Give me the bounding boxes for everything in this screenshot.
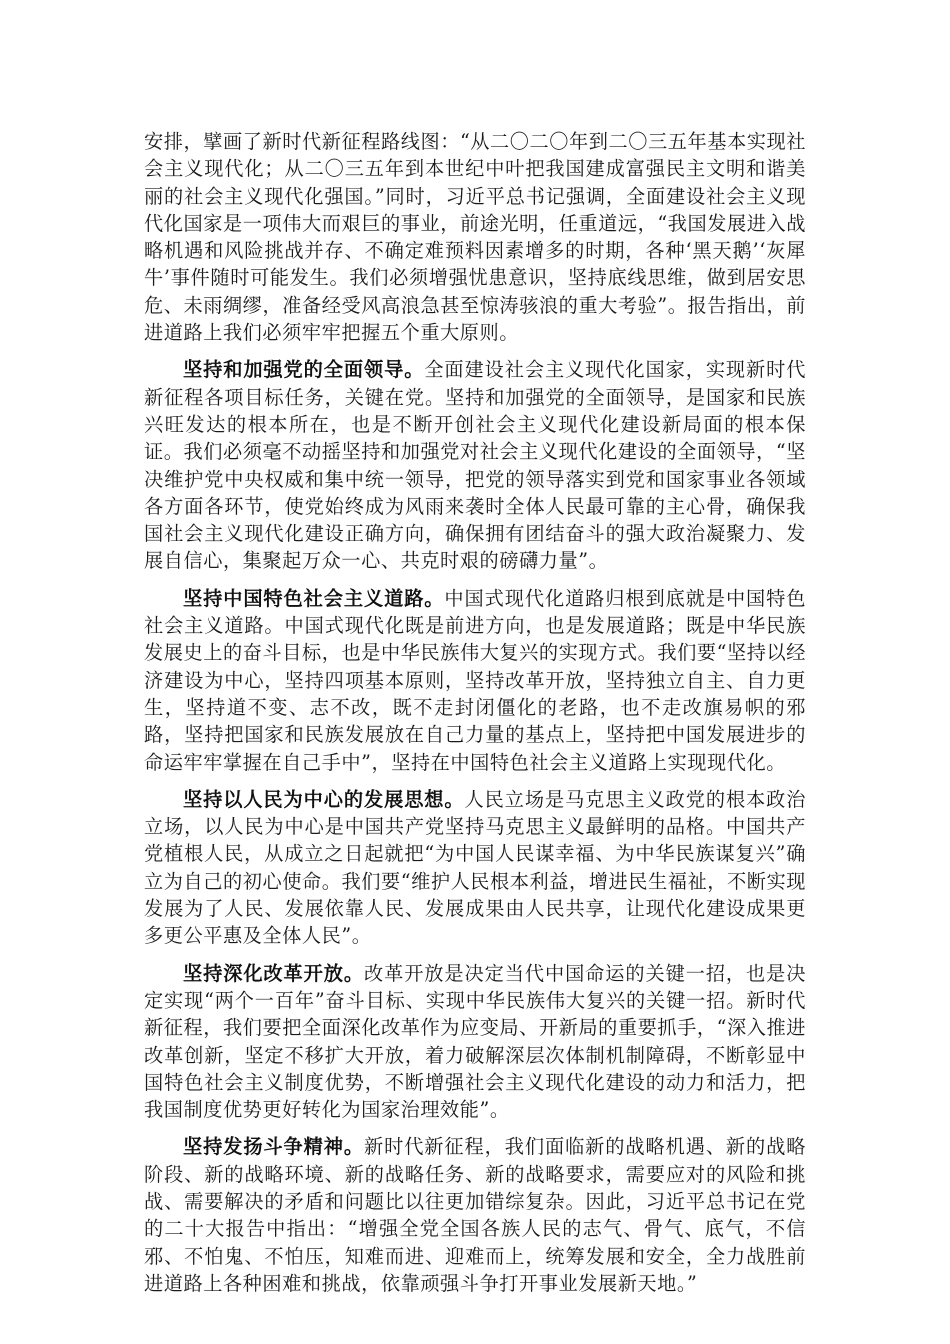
- paragraph-text: 人民立场是马克思主义政党的根本政治立场，以人民为中心是中国共产党坚持马克思主义最鲜明的品格。中国共产党植根人民，从成立之日起就把“为中国人民谋幸福、为中华民族谋复兴”确立为自己的初心使命。我们要“维护人民根本利益，增进民生福祉，不断实现发展为了人民、发展依靠人民、发展成果由人民共享，让现代化建设成果更多更公平惠及全体人民”。: [144, 787, 807, 948]
- paragraph-text: 新时代新征程，我们面临新的战略机遇、新的战略阶段、新的战略环境、新的战略任务、新的战略要求，需要应对的风险和挑战、需要解决的矛盾和问题比以往更加错综复杂。因此，习近平总书记在党的二十大报告中指出：“增强全党全国各族人民的志气、骨气、底气，不信邪、不怕鬼、不怕压，知难而进、迎难而上，统筹发展和安全，全力战胜前进道路上各种困难和挑战，依靠顽强斗争打开事业发展新天地。”: [144, 1135, 806, 1295]
- paragraph-socialist-road: [144, 585, 806, 776]
- paragraph-reform-opening: [144, 960, 806, 1124]
- paragraph-heading: 坚持深化改革开放。: [183, 961, 364, 985]
- document-body: [144, 128, 806, 1307]
- paragraph-party-leadership: [144, 356, 806, 574]
- paragraph-text: 安排，擘画了新时代新征程路线图：“从二〇二〇年到二〇三五年基本实现社会主义现代化；从二〇三五年到本世纪中叶把我国建成富强民主文明和谐美丽的社会主义现代化强国。”同时，习近平总书记强调，全面建设社会主义现代化国家是一项伟大而艰巨的事业，前途光明，任重道远，“我国发展进入战略机遇和风险挑战并存、不确定难预料因素增多的时期，各种‘黑天鹅’‘灰犀牛’事件随时可能发生。我们必须增强忧患意识，坚持底线思维，做到居安思危、未雨绸缪，准备经受风高浪急甚至惊涛骇浪的重大考验”。报告指出，前进道路上我们必须牢牢把握五个重大原则。: [144, 130, 806, 345]
- paragraph-heading: 坚持以人民为中心的发展思想。: [183, 787, 465, 811]
- paragraph-text: 全面建设社会主义现代化国家，实现新时代新征程各项目标任务，关键在党。坚持和加强党的全面领导，是国家和民族兴旺发达的根本所在，也是不断开创社会主义现代化建设新局面的根本保证。我们必须毫不动摇坚持和加强党对社会主义现代化建设的全面领导，“坚决维护党中央权威和集中统一领导，把党的领导落实到党和国家事业各领域各方面各环节，使党始终成为风雨来袭时全体人民最可靠的主心骨，确保我国社会主义现代化建设正确方向，确保拥有团结奋斗的强大政治凝聚力、发展自信心，集聚起万众一心、共克时艰的磅礴力量”。: [144, 358, 806, 573]
- paragraph-fighting-spirit: [144, 1133, 806, 1297]
- paragraph-heading: 坚持发扬斗争精神。: [183, 1135, 364, 1159]
- paragraph-heading: 坚持和加强党的全面领导。: [183, 358, 425, 382]
- paragraph-text: 中国式现代化道路归根到底就是中国特色社会主义道路。中国式现代化既是前进方向，也是发展道路；既是中华民族发展史上的奋斗目标，也是中华民族伟大复兴的实现方式。我们要“坚持以经济建设为中心，坚持四项基本原则，坚持改革开放，坚持独立自主、自力更生，坚持道不变、志不改，既不走封闭僵化的老路，也不走改旗易帜的邪路，坚持把国家和民族发展放在自己力量的基点上，坚持把中国发展进步的命运牢牢掌握在自己手中”，坚持在中国特色社会主义道路上实现现代化。: [144, 586, 807, 774]
- paragraph-intro: [144, 128, 806, 346]
- paragraph-heading: 坚持中国特色社会主义道路。: [183, 586, 445, 610]
- paragraph-text: 改革开放是决定当代中国命运的关键一招，也是决定实现“两个一百年”奋斗目标、实现中华民族伟大复兴的关键一招。新时代新征程，我们要把全面深化改革作为应变局、开新局的重要抓手，“深入推进改革创新，坚定不移扩大开放，着力破解深层次体制机制障碍，不断彰显中国特色社会主义制度优势，不断增强社会主义现代化建设的动力和活力，把我国制度优势更好转化为国家治理效能”。: [144, 961, 806, 1122]
- paragraph-people-centered: [144, 786, 806, 950]
